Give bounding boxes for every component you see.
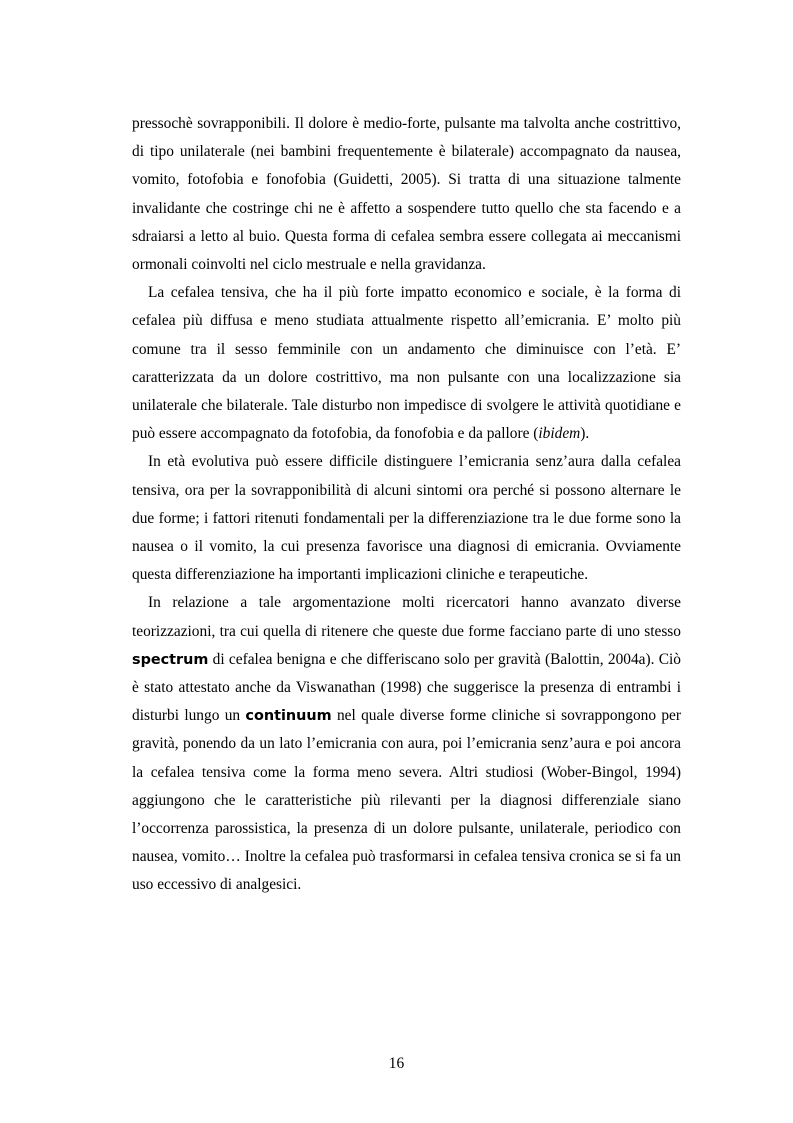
term-continuum: continuum — [245, 708, 332, 725]
paragraph-4-part3: nel quale diverse forme cliniche si sovrappongono per gravità, ponendo da un lato l’emicrania con aura, poi l’emicrania senz’aura e poi ancora la cefalea tensiva come la forma meno severa. Altri studiosi (Wober-Bingol, 1994) aggiungono che le caratteristiche più rilevanti per la diagnosi differenziale siano l’occorrenza parossistica, la presenza di un dolore pulsante, unilaterale, periodico con nausea, vomito… Inoltre la cefalea può trasformarsi in cefalea tensiva cronica se si fa un uso eccessivo di analgesici. — [132, 707, 681, 894]
paragraph-4-part1: In relazione a tale argomentazione molti ricercatori hanno avanzato diverse teorizzazioni, tra cui quella di ritenere che queste due forme facciano parte di uno stesso — [132, 594, 681, 640]
page-number: 16 — [388, 1055, 405, 1072]
body-text — [132, 110, 681, 900]
term-spectrum: spectrum — [132, 651, 209, 668]
paragraph-4 — [132, 589, 681, 899]
paragraph-3 — [132, 448, 681, 589]
paragraph-2-text: La cefalea tensiva, che ha il più forte impatto economico e sociale, è la forma di cefalea più diffusa e meno studiata attualmente rispetto all’emicrania. E’ molto più comune tra il sesso femminile con un andamento che diminuisce con l’età. E’ caratterizzata da un dolore costrittivo, ma non pulsante con una localizzazione sia unilaterale che bilaterale. Tale disturbo non impedisce di svolgere le attività quotidiane e può essere accompagnato da fotofobia, da fonofobia e da pallore ( — [132, 284, 681, 443]
paragraph-3-text: In età evolutiva può essere difficile distinguere l’emicrania senz’aura dalla cefalea tensiva, ora per la sovrapponibilità di alcuni sintomi ora perché si possono alternare le due forme; i fattori ritenuti fondamentali per la differenziazione tra le due forme sono la nausea o il vomito, la cui presenza favorisce una diagnosi di emicrania. Ovviamente questa differenziazione ha importanti implicazioni cliniche e terapeutiche. — [132, 453, 681, 584]
paragraph-4-part2: di cefalea benigna e che differiscano solo per gravità (Balottin, 2004a). Ciò è stato attestato anche da Viswanathan (1998) che suggerisce la presenza di entrambi i disturbi lungo un — [132, 650, 681, 725]
paragraph-2-italic: ibidem — [538, 425, 581, 443]
paragraph-1-text: pressochè sovrapponibili. Il dolore è medio-forte, pulsante ma talvolta anche costrittivo, di tipo unilaterale (nei bambini frequentemente è bilaterale) accompagnato da nausea, vomito, fotofobia e fonofobia (Guidetti, 2005). Si tratta di una situazione talmente invalidante che costringe chi ne è affetto a sospendere tutto quello che sta facendo e a sdraiarsi a letto al buio. Questa forma di cefalea sembra essere collegata ai meccanismi ormonali coinvolti nel ciclo mestruale e nella gravidanza. — [132, 115, 681, 274]
paragraph-2-after: ). — [580, 425, 590, 443]
paragraph-2 — [132, 279, 681, 448]
paragraph-1 — [132, 110, 681, 279]
